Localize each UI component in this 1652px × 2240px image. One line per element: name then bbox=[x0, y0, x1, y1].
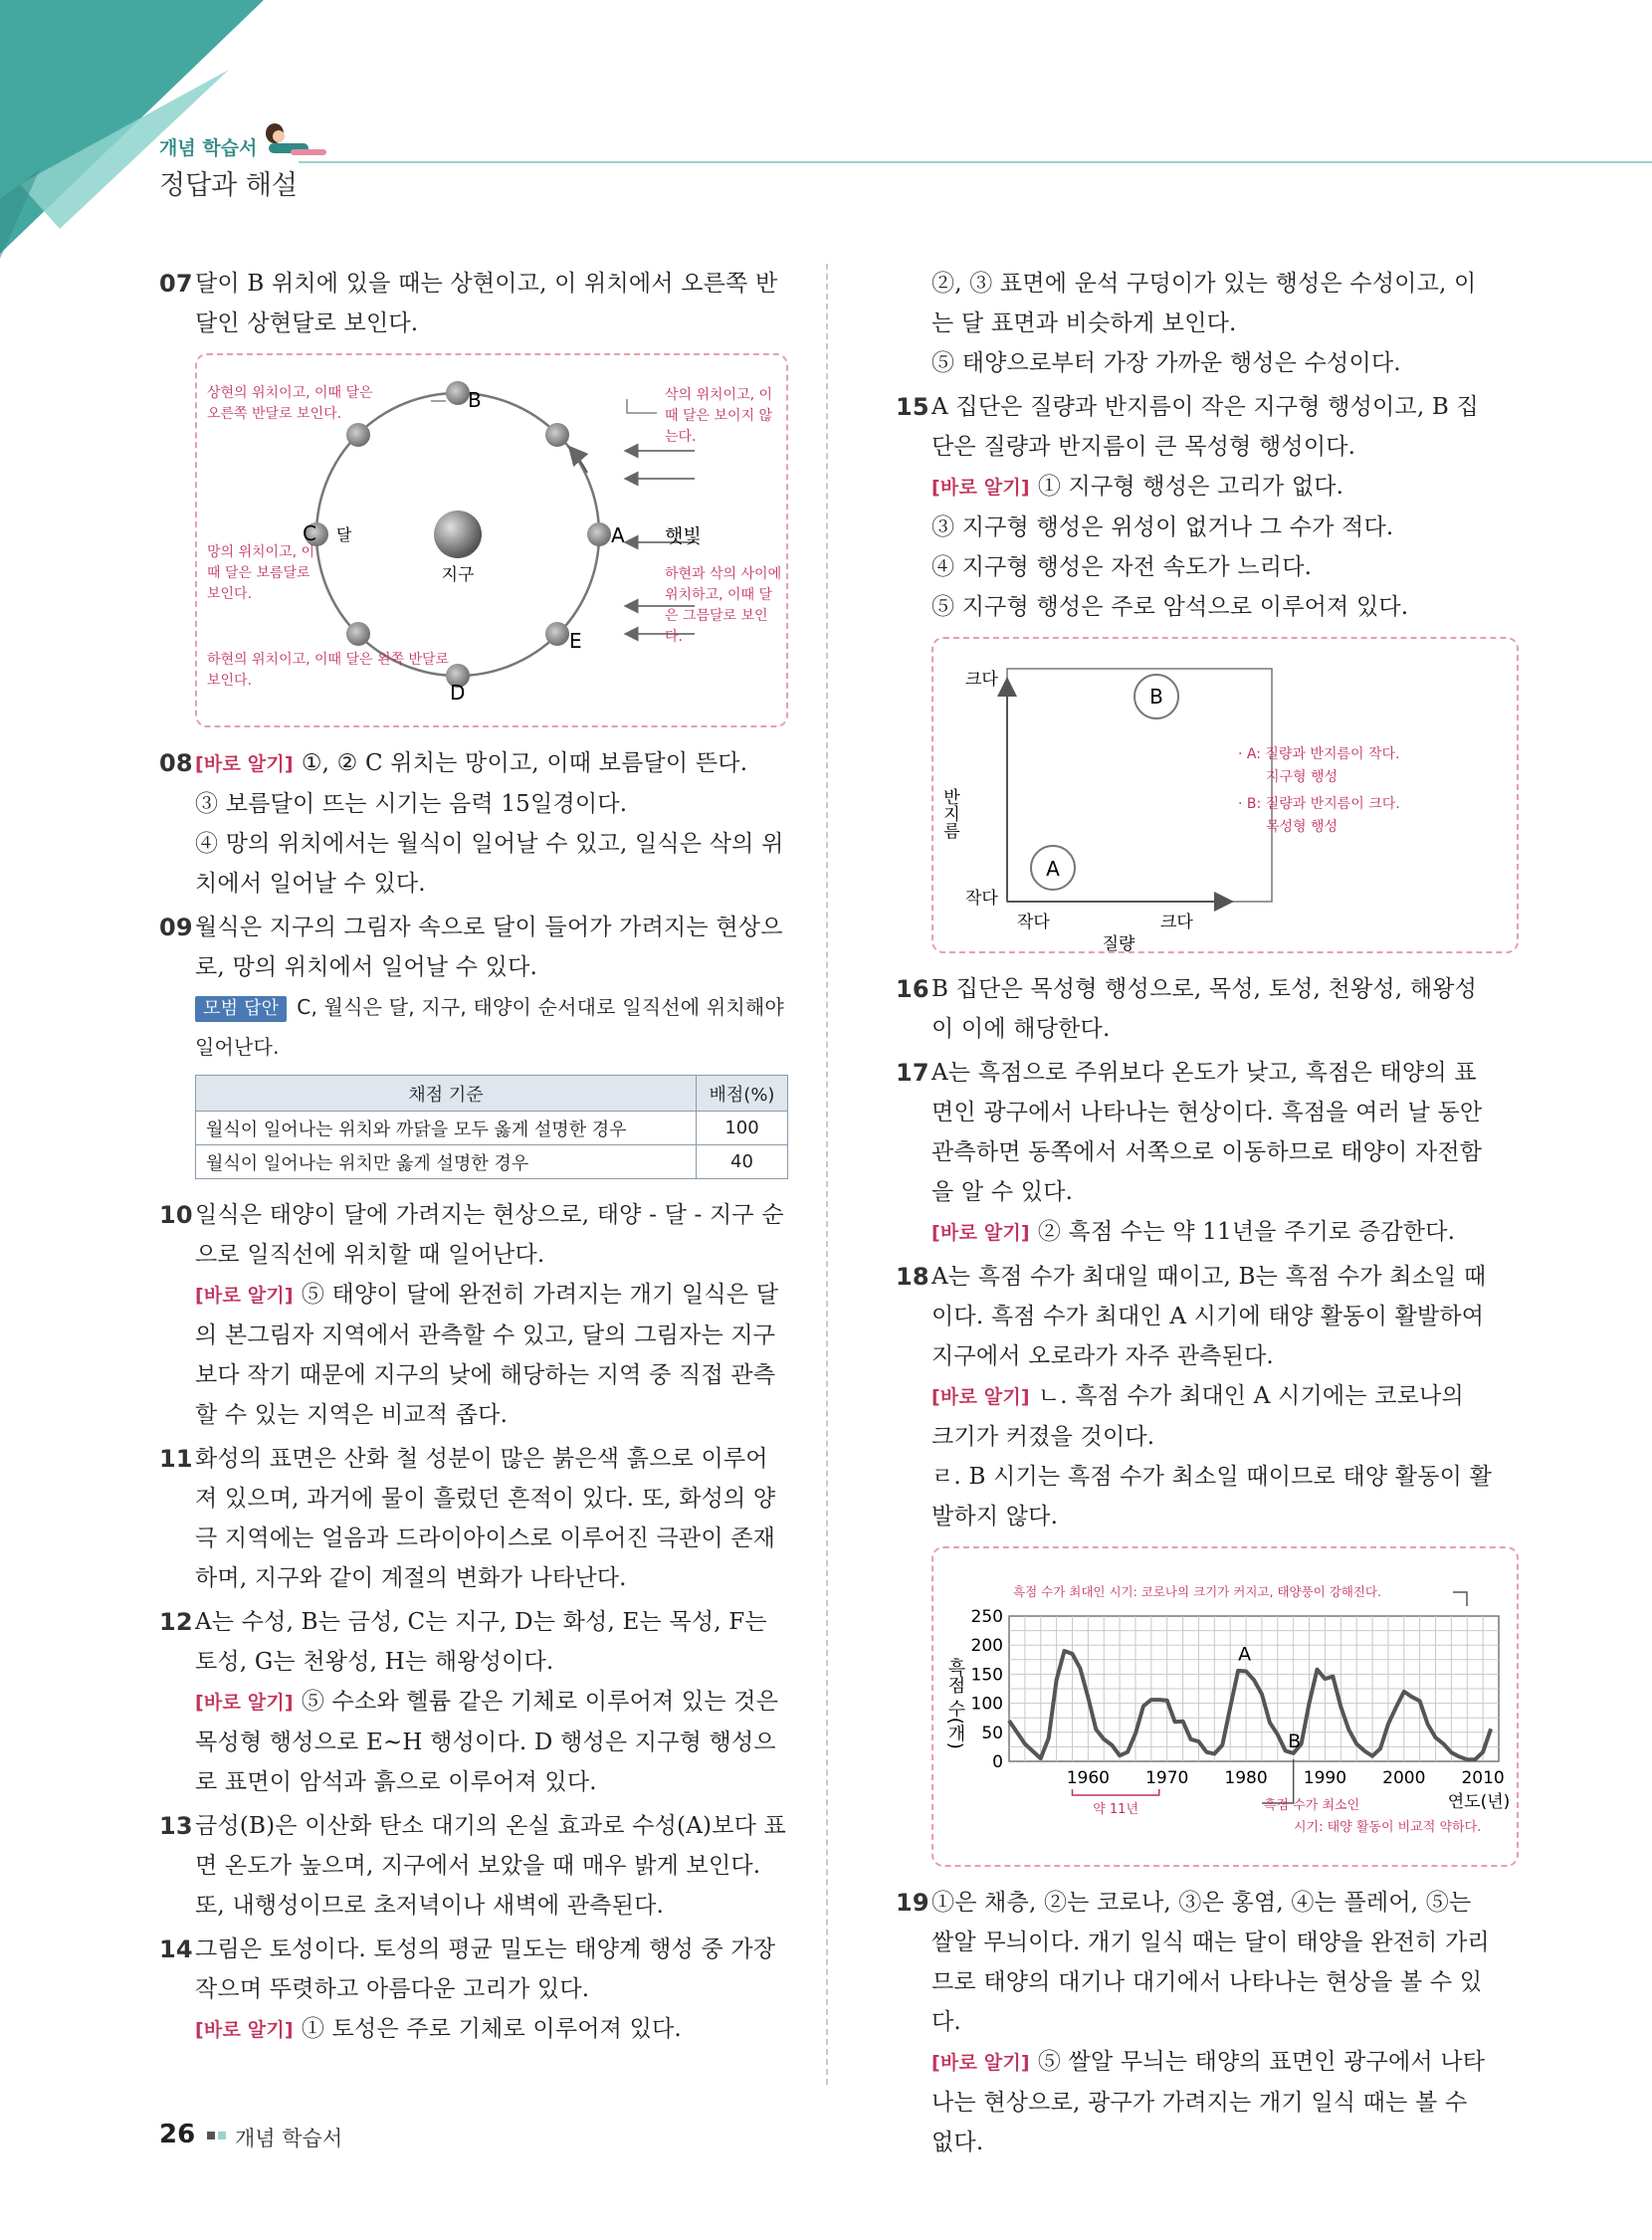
x-tick-labels bbox=[1067, 1768, 1505, 1788]
y-tick-label: 0 bbox=[992, 1752, 1003, 1772]
answer-line: ④ 망의 위치에서는 월식이 일어날 수 있고, 일식은 삭의 위치에서 일어날 수 있다. bbox=[195, 831, 784, 897]
answer-12 bbox=[159, 1602, 788, 1802]
answer-line: ③ 지구형 행성은 위성이 없거나 그 수가 적다. bbox=[931, 514, 1394, 540]
x-tick-label: 1980 bbox=[1224, 1768, 1268, 1788]
note-b: 상현의 위치이고, 이때 달은 오른쪽 반달로 보인다. bbox=[207, 385, 373, 422]
answer-line: ①, ② C 위치는 망이고, 이때 보름달이 뜬다. bbox=[301, 750, 748, 776]
table-row bbox=[196, 1145, 788, 1179]
answer-detail: ⑤ 태양이 달에 완전히 가려지는 개기 일식은 달의 본그림자 지역에서 관측할 수 있고, 달의 그림자는 지구보다 작기 때문에 지구의 낮에 해당하는 지역 중 직접 관측할 수 있는 지역은 비교적 좁다. bbox=[195, 1282, 779, 1428]
answer-detail: ② 흑점 수는 약 11년을 주기로 증감한다. bbox=[1037, 1219, 1456, 1245]
answer-17 bbox=[896, 1053, 1493, 1253]
note-d: 하현의 위치이고, 이때 달은 왼쪽 반달로 보인다. bbox=[207, 652, 450, 689]
header-label: 개념 학습서 bbox=[159, 137, 258, 159]
min-annotation-line1: 흑점 수가 최소인 bbox=[1264, 1798, 1360, 1813]
answer-text: ①은 채층, ②는 코로나, ③은 홍염, ④는 플레어, ⑤는 쌀알 무늬이다. 개기 일식 때는 달이 태양을 완전히 가리므로 태양의 대기나 대기에서 나타나는 현상을 볼 수 있다. bbox=[931, 1890, 1490, 2035]
x-axis-small-label: 작다 bbox=[1017, 913, 1050, 932]
answer-text: B 집단은 목성형 행성으로, 목성, 토성, 천왕성, 해왕성이 이에 해당한다. bbox=[931, 976, 1478, 1042]
answer-text: A 집단은 질량과 반지름이 작은 지구형 행성이고, B 집단은 질량과 반지름이 큰 목성형 행성이다. bbox=[931, 394, 1479, 460]
header-title: 정답과 해설 bbox=[159, 170, 298, 201]
x-axis-big-label: 크다 bbox=[1160, 913, 1193, 932]
answer-11 bbox=[159, 1439, 788, 1598]
y-axis-small-label: 작다 bbox=[965, 889, 998, 909]
answer-15 bbox=[896, 387, 1493, 627]
earth-icon bbox=[434, 510, 482, 558]
points-cell: 100 bbox=[697, 1112, 788, 1145]
criteria-cell: 월식이 일어나는 위치와 까닭을 모두 옳게 설명한 경우 bbox=[196, 1112, 697, 1145]
answer-text: A는 흑점으로 주위보다 온도가 낮고, 흑점은 태양의 표면인 광구에서 나타나는 현상이다. 흑점을 여러 날 동안 관측하면 동쪽에서 서쪽으로 이동하므로 태양이 자전함을 알 수 있다. bbox=[931, 1060, 1483, 1205]
position-a-label: A bbox=[611, 523, 625, 547]
x-axis-title: 연도(년) bbox=[1447, 1792, 1511, 1812]
answer-13 bbox=[159, 1806, 788, 1926]
correction-tag: [바로 알기] bbox=[195, 1285, 294, 1307]
header-rule bbox=[299, 161, 1652, 163]
question-number: 18 bbox=[896, 1263, 929, 1291]
x-tick-label: 2000 bbox=[1382, 1768, 1426, 1788]
question-number: 17 bbox=[896, 1059, 929, 1087]
question-number: 10 bbox=[159, 1201, 193, 1229]
answer-09 bbox=[159, 908, 788, 1067]
answer-detail: ⑤ 쌀알 무늬는 태양의 표면인 광구에서 나타나는 현상으로, 광구가 가려지는 개기 일식 때는 볼 수 없다. bbox=[931, 2049, 1486, 2155]
scoring-table bbox=[195, 1075, 788, 1179]
moon-label: 달 bbox=[336, 525, 352, 544]
correction-tag: [바로 알기] bbox=[931, 1386, 1030, 1408]
chart-grid bbox=[1009, 1616, 1499, 1761]
table-row bbox=[196, 1112, 788, 1145]
legend-b-line2: 목성형 행성 bbox=[1266, 819, 1339, 835]
answer-08 bbox=[159, 743, 788, 904]
position-b-label: B bbox=[468, 388, 482, 412]
max-annotation: 흑점 수가 최대인 시기: 코로나의 크기가 커지고, 태양풍이 강해진다. bbox=[1013, 1584, 1381, 1599]
answer-line: ③ 보름달이 뜨는 시기는 음력 15일경이다. bbox=[195, 791, 628, 817]
x-tick-label: 1970 bbox=[1145, 1768, 1189, 1788]
answer-text: 금성(B)은 이산화 탄소 대기의 온실 효과로 수성(A)보다 표면 온도가 높으며, 지구에서 보았을 때 매우 밝게 보인다. 또, 내행성이므로 초저녁이나 새벽에 관측된다. bbox=[195, 1813, 786, 1919]
answer-text: 달이 B 위치에 있을 때는 상현이고, 이 위치에서 오른쪽 반달인 상현달로 보인다. bbox=[195, 271, 778, 336]
x-tick-label: 2010 bbox=[1461, 1768, 1505, 1788]
y-tick-label: 200 bbox=[970, 1636, 1003, 1657]
left-column bbox=[159, 264, 788, 2054]
answer-line: ⑤ 지구형 행성은 주로 암석으로 이루어져 있다. bbox=[931, 594, 1409, 620]
earth-label: 지구 bbox=[441, 565, 475, 585]
note-e: 하현과 삭의 사이에 위치하고, 이때 달은 그믐달로 보인다. bbox=[665, 566, 782, 645]
period-label: 약 11년 bbox=[1093, 1802, 1139, 1817]
answer-14-continued bbox=[896, 264, 1493, 383]
correction-tag: [바로 알기] bbox=[195, 753, 294, 775]
y-tick-labels bbox=[971, 1607, 1003, 1772]
y-tick-label: 250 bbox=[970, 1607, 1003, 1627]
answer-line: ① 지구형 행성은 고리가 없다. bbox=[1037, 474, 1344, 500]
answer-07 bbox=[159, 264, 788, 343]
correction-tag: [바로 알기] bbox=[931, 1222, 1030, 1244]
y-tick-label: 50 bbox=[981, 1723, 1003, 1743]
answer-14 bbox=[159, 1930, 788, 2050]
question-number: 19 bbox=[896, 1889, 929, 1917]
answer-10 bbox=[159, 1195, 788, 1435]
scoring-points-header: 배점(%) bbox=[697, 1076, 788, 1112]
x-tick-label: 1990 bbox=[1303, 1768, 1347, 1788]
answer-text: 그림은 토성이다. 토성의 평균 밀도는 태양계 행성 중 가장 작으며 뚜렷하고 아름다운 고리가 있다. bbox=[195, 1936, 776, 2002]
correction-tag: [바로 알기] bbox=[931, 477, 1030, 499]
model-answer-text: C, 월식은 달, 지구, 태양이 순서대로 일직선에 위치해야 일어난다. bbox=[195, 995, 784, 1059]
planet-group-figure bbox=[931, 637, 1519, 953]
point-b-label: B bbox=[1288, 1730, 1302, 1752]
criteria-cell: 월식이 일어나는 위치만 옳게 설명한 경우 bbox=[196, 1145, 697, 1179]
min-annotation-line2: 시기: 태양 활동이 비교적 약하다. bbox=[1294, 1820, 1482, 1835]
y-tick-label: 100 bbox=[970, 1694, 1003, 1715]
position-d-label: D bbox=[450, 681, 466, 705]
position-e-label: E bbox=[569, 629, 582, 653]
period-bracket bbox=[1072, 1789, 1158, 1795]
x-tick-label: 1960 bbox=[1066, 1768, 1110, 1788]
footer-marker bbox=[207, 2132, 215, 2139]
moon-phase-figure bbox=[195, 353, 788, 727]
question-number: 08 bbox=[159, 749, 193, 777]
question-number: 07 bbox=[159, 270, 193, 298]
answer-text: A는 수성, B는 금성, C는 지구, D는 화성, E는 목성, F는 토성, G는 천왕성, H는 해왕성이다. bbox=[195, 1609, 767, 1675]
question-number: 14 bbox=[159, 1935, 193, 1963]
model-answer-badge: 모범 답안 bbox=[195, 996, 287, 1022]
answer-line: ④ 지구형 행성은 자전 속도가 느리다. bbox=[931, 554, 1313, 580]
y-axis-title: 흑점 수(개) bbox=[944, 1658, 966, 1749]
question-number: 13 bbox=[159, 1812, 193, 1840]
y-axis-title: 반지름 bbox=[939, 788, 959, 839]
y-tick-label: 150 bbox=[970, 1665, 1003, 1686]
page-number: 26 bbox=[159, 2120, 196, 2149]
note-a: 삭의 위치이고, 이때 달은 보이지 않는다. bbox=[665, 387, 773, 445]
answer-detail: ⑤ 수소와 헬륨 같은 기체로 이루어져 있는 것은 목성형 행성으로 E~H 행성이다. D 행성은 지구형 행성으로 표면이 암석과 흙으로 이루어져 있다. bbox=[195, 1689, 779, 1795]
scoring-criteria-header: 채점 기준 bbox=[196, 1076, 697, 1112]
sunlight-label: 햇빛 bbox=[665, 525, 702, 547]
answer-16 bbox=[896, 969, 1493, 1049]
footer-label: 개념 학습서 bbox=[235, 2127, 343, 2150]
answer-line: ②, ③ 표면에 운석 구덩이가 있는 행성은 수성이고, 이는 달 표면과 비슷하게 보인다. bbox=[931, 271, 1477, 336]
footer-marker bbox=[218, 2132, 226, 2139]
correction-tag: [바로 알기] bbox=[195, 1692, 294, 1714]
answer-line: ⑤ 태양으로부터 가장 가까운 행성은 수성이다. bbox=[931, 350, 1401, 376]
corner-decoration bbox=[0, 0, 269, 259]
y-axis-big-label: 크다 bbox=[965, 670, 998, 690]
answer-line: ㄹ. B 시기는 흑점 수가 최소일 때이므로 태양 활동이 활발하지 않다. bbox=[931, 1464, 1492, 1529]
answer-text: 화성의 표면은 산화 철 성분이 많은 붉은색 흙으로 이루어져 있으며, 과거에 물이 흘렀던 흔적이 있다. 또, 화성의 양극 지역에는 얼음과 드라이아이스로 이루어진 극관이 존재하며, 지구와 같이 계절의 변화가 나타난다. bbox=[195, 1446, 776, 1591]
question-number: 09 bbox=[159, 914, 193, 941]
correction-tag: [바로 알기] bbox=[195, 2019, 294, 2041]
point-a-label: A bbox=[1238, 1643, 1252, 1666]
column-divider bbox=[826, 264, 828, 2085]
answer-18 bbox=[896, 1257, 1493, 1536]
question-number: 15 bbox=[896, 393, 929, 421]
answer-text: 월식은 지구의 그림자 속으로 달이 들어가 가려지는 현상으로, 망의 위치에서 일어날 수 있다. bbox=[195, 915, 783, 980]
group-b-label: B bbox=[1149, 685, 1163, 709]
question-number: 11 bbox=[159, 1445, 193, 1473]
legend-a-line2: 지구형 행성 bbox=[1266, 769, 1339, 785]
sunspot-chart bbox=[931, 1546, 1519, 1867]
position-c-label: C bbox=[303, 521, 316, 545]
answer-text: 일식은 태양이 달에 가려지는 현상으로, 태양 - 달 - 지구 순으로 일직선에 위치할 때 일어난다. bbox=[195, 1202, 784, 1268]
legend-b-line1: · B: 질량과 반지름이 크다. bbox=[1238, 796, 1400, 812]
student-illustration bbox=[261, 119, 330, 163]
points-cell: 40 bbox=[697, 1145, 788, 1179]
group-a-label: A bbox=[1046, 857, 1060, 881]
correction-tag: [바로 알기] bbox=[931, 2052, 1030, 2074]
question-number: 16 bbox=[896, 975, 929, 1003]
answer-line: ㄴ. 흑점 수가 최대인 A 시기에는 코로나의 크기가 커졌을 것이다. bbox=[931, 1383, 1464, 1450]
legend-a-line1: · A: 질량과 반지름이 작다. bbox=[1238, 746, 1400, 762]
answer-19 bbox=[896, 1883, 1493, 2162]
answer-detail: ① 토성은 주로 기체로 이루어져 있다. bbox=[301, 2016, 682, 2042]
note-c: 망의 위치이고, 이때 달은 보름달로 보인다. bbox=[207, 544, 315, 602]
question-number: 12 bbox=[159, 1608, 193, 1636]
right-column bbox=[896, 264, 1511, 2166]
x-axis-title: 질량 bbox=[1102, 934, 1136, 954]
answer-text: A는 흑점 수가 최대일 때이고, B는 흑점 수가 최소일 때이다. 흑점 수가 최대인 A 시기에 태양 활동이 활발하여 지구에서 오로라가 자주 관측된다. bbox=[931, 1264, 1487, 1369]
